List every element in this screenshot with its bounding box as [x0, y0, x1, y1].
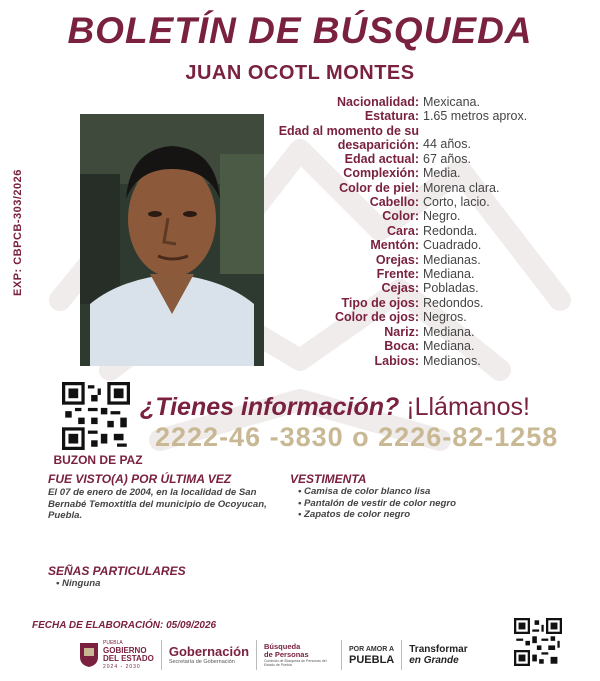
field-label: Boca: — [384, 339, 419, 354]
field-value: Mexicana. — [423, 95, 480, 109]
list-item: • Pantalón de vestir de color negro — [298, 497, 456, 509]
clothing-list — [298, 486, 456, 521]
last-seen-heading: FUE VISTO(A) POR ÚLTIMA VEZ — [48, 472, 232, 486]
field-row — [270, 267, 570, 281]
field-value: Mediana. — [423, 324, 475, 339]
list-item: • Ninguna — [56, 578, 101, 589]
field-row — [270, 253, 570, 267]
busqueda-logo: Búsqueda de Personas Comisión de Búsqueda de Personas del Estado de Puebla — [257, 640, 342, 670]
field-row — [270, 238, 570, 252]
last-seen-text: El 07 de enero de 2004, en la localidad de San Bernabé Temoxtitla del municipio de Ocoyucan, Puebla. — [48, 487, 267, 521]
por-amor-logo: POR AMOR A PUEBLA — [342, 640, 402, 670]
creation-date: FECHA DE ELABORACIÓN: 05/09/2026 — [32, 620, 217, 631]
cta-question: ¿Tienes información? — [140, 393, 400, 421]
field-value: 44 años. — [423, 137, 471, 152]
field-row — [270, 124, 570, 152]
field-row — [270, 354, 570, 368]
field-label: Cejas: — [381, 281, 419, 296]
qr-code-icon[interactable] — [62, 382, 130, 450]
field-row — [270, 281, 570, 295]
field-label: Cara: — [387, 223, 419, 238]
field-row — [270, 325, 570, 339]
field-label: Nariz: — [384, 324, 419, 339]
field-value: Negro. — [423, 209, 461, 224]
field-value: 1.65 metros aprox. — [423, 109, 528, 124]
field-label: Frente: — [376, 267, 419, 282]
field-label: Mentón: — [370, 238, 419, 253]
person-name: JUAN OCOTL MONTES — [185, 62, 415, 84]
field-value: 67 años. — [423, 151, 471, 166]
field-value: Medianas. — [423, 252, 481, 267]
marks-list — [56, 578, 100, 589]
call-to-action — [140, 393, 530, 422]
field-value: Morena clara. — [423, 180, 500, 195]
field-label: Edad al momento de su desaparición: — [278, 123, 419, 152]
buzon-label: BUZON DE PAZ — [53, 453, 143, 467]
clothing-heading: VESTIMENTA — [290, 472, 367, 486]
field-value: Corto, lacio. — [423, 195, 490, 210]
field-label: Estatura: — [364, 109, 419, 124]
cta-call: ¡Llámanos! — [406, 393, 530, 421]
field-row — [270, 95, 570, 109]
phone-numbers[interactable]: 2222-46 -3830 o 2226-82-1258 — [155, 422, 559, 452]
field-value: Cuadrado. — [423, 238, 482, 253]
field-label: Color de ojos: — [334, 310, 419, 325]
field-value: Media. — [423, 166, 461, 181]
footer-logos — [72, 638, 482, 672]
field-label: Color de piel: — [339, 180, 419, 195]
field-value: Pobladas. — [423, 281, 479, 296]
description-fields — [270, 95, 570, 368]
field-row — [270, 181, 570, 195]
field-row — [270, 109, 570, 123]
field-row — [270, 166, 570, 180]
list-item: • Camisa de color blanco lisa — [298, 486, 431, 497]
field-value: Mediana. — [423, 339, 475, 354]
gobierno-logo: PUEBLA GOBIERNO DEL ESTADO 2024 - 2030 — [72, 640, 162, 670]
field-value: Redondos. — [423, 295, 484, 310]
gobernacion-logo: Gobernación Secretaría de Gobernación — [162, 640, 257, 670]
field-value: Mediana. — [423, 267, 475, 282]
person-photo — [80, 114, 264, 366]
field-label: Complexión: — [343, 166, 419, 181]
field-label: Color: — [382, 209, 419, 224]
field-row — [270, 224, 570, 238]
field-row — [270, 195, 570, 209]
field-label: Orejas: — [375, 252, 419, 267]
page-title: BOLETÍN DE BÚSQUEDA — [67, 10, 533, 51]
shield-icon — [79, 642, 99, 668]
field-label: Edad actual: — [344, 151, 419, 166]
list-item: • Zapatos de color negro — [298, 509, 411, 520]
field-label: Labios: — [374, 353, 419, 368]
field-label: Nacionalidad: — [337, 95, 419, 109]
qr-code-icon[interactable] — [514, 618, 562, 666]
field-label: Cabello: — [369, 195, 419, 210]
field-value: Negros. — [423, 310, 467, 325]
marks-heading: SEÑAS PARTICULARES — [48, 564, 186, 578]
field-row — [270, 152, 570, 166]
field-row — [270, 209, 570, 223]
field-label: Tipo de ojos: — [341, 295, 419, 310]
field-value: Redonda. — [423, 223, 478, 238]
case-number: EXP: CBPCB-303/2026 — [12, 169, 24, 296]
field-value: Medianos. — [423, 353, 481, 368]
field-row — [270, 296, 570, 310]
field-row — [270, 310, 570, 324]
transformar-logo: Transformar en Grande — [409, 644, 468, 666]
field-row — [270, 339, 570, 353]
